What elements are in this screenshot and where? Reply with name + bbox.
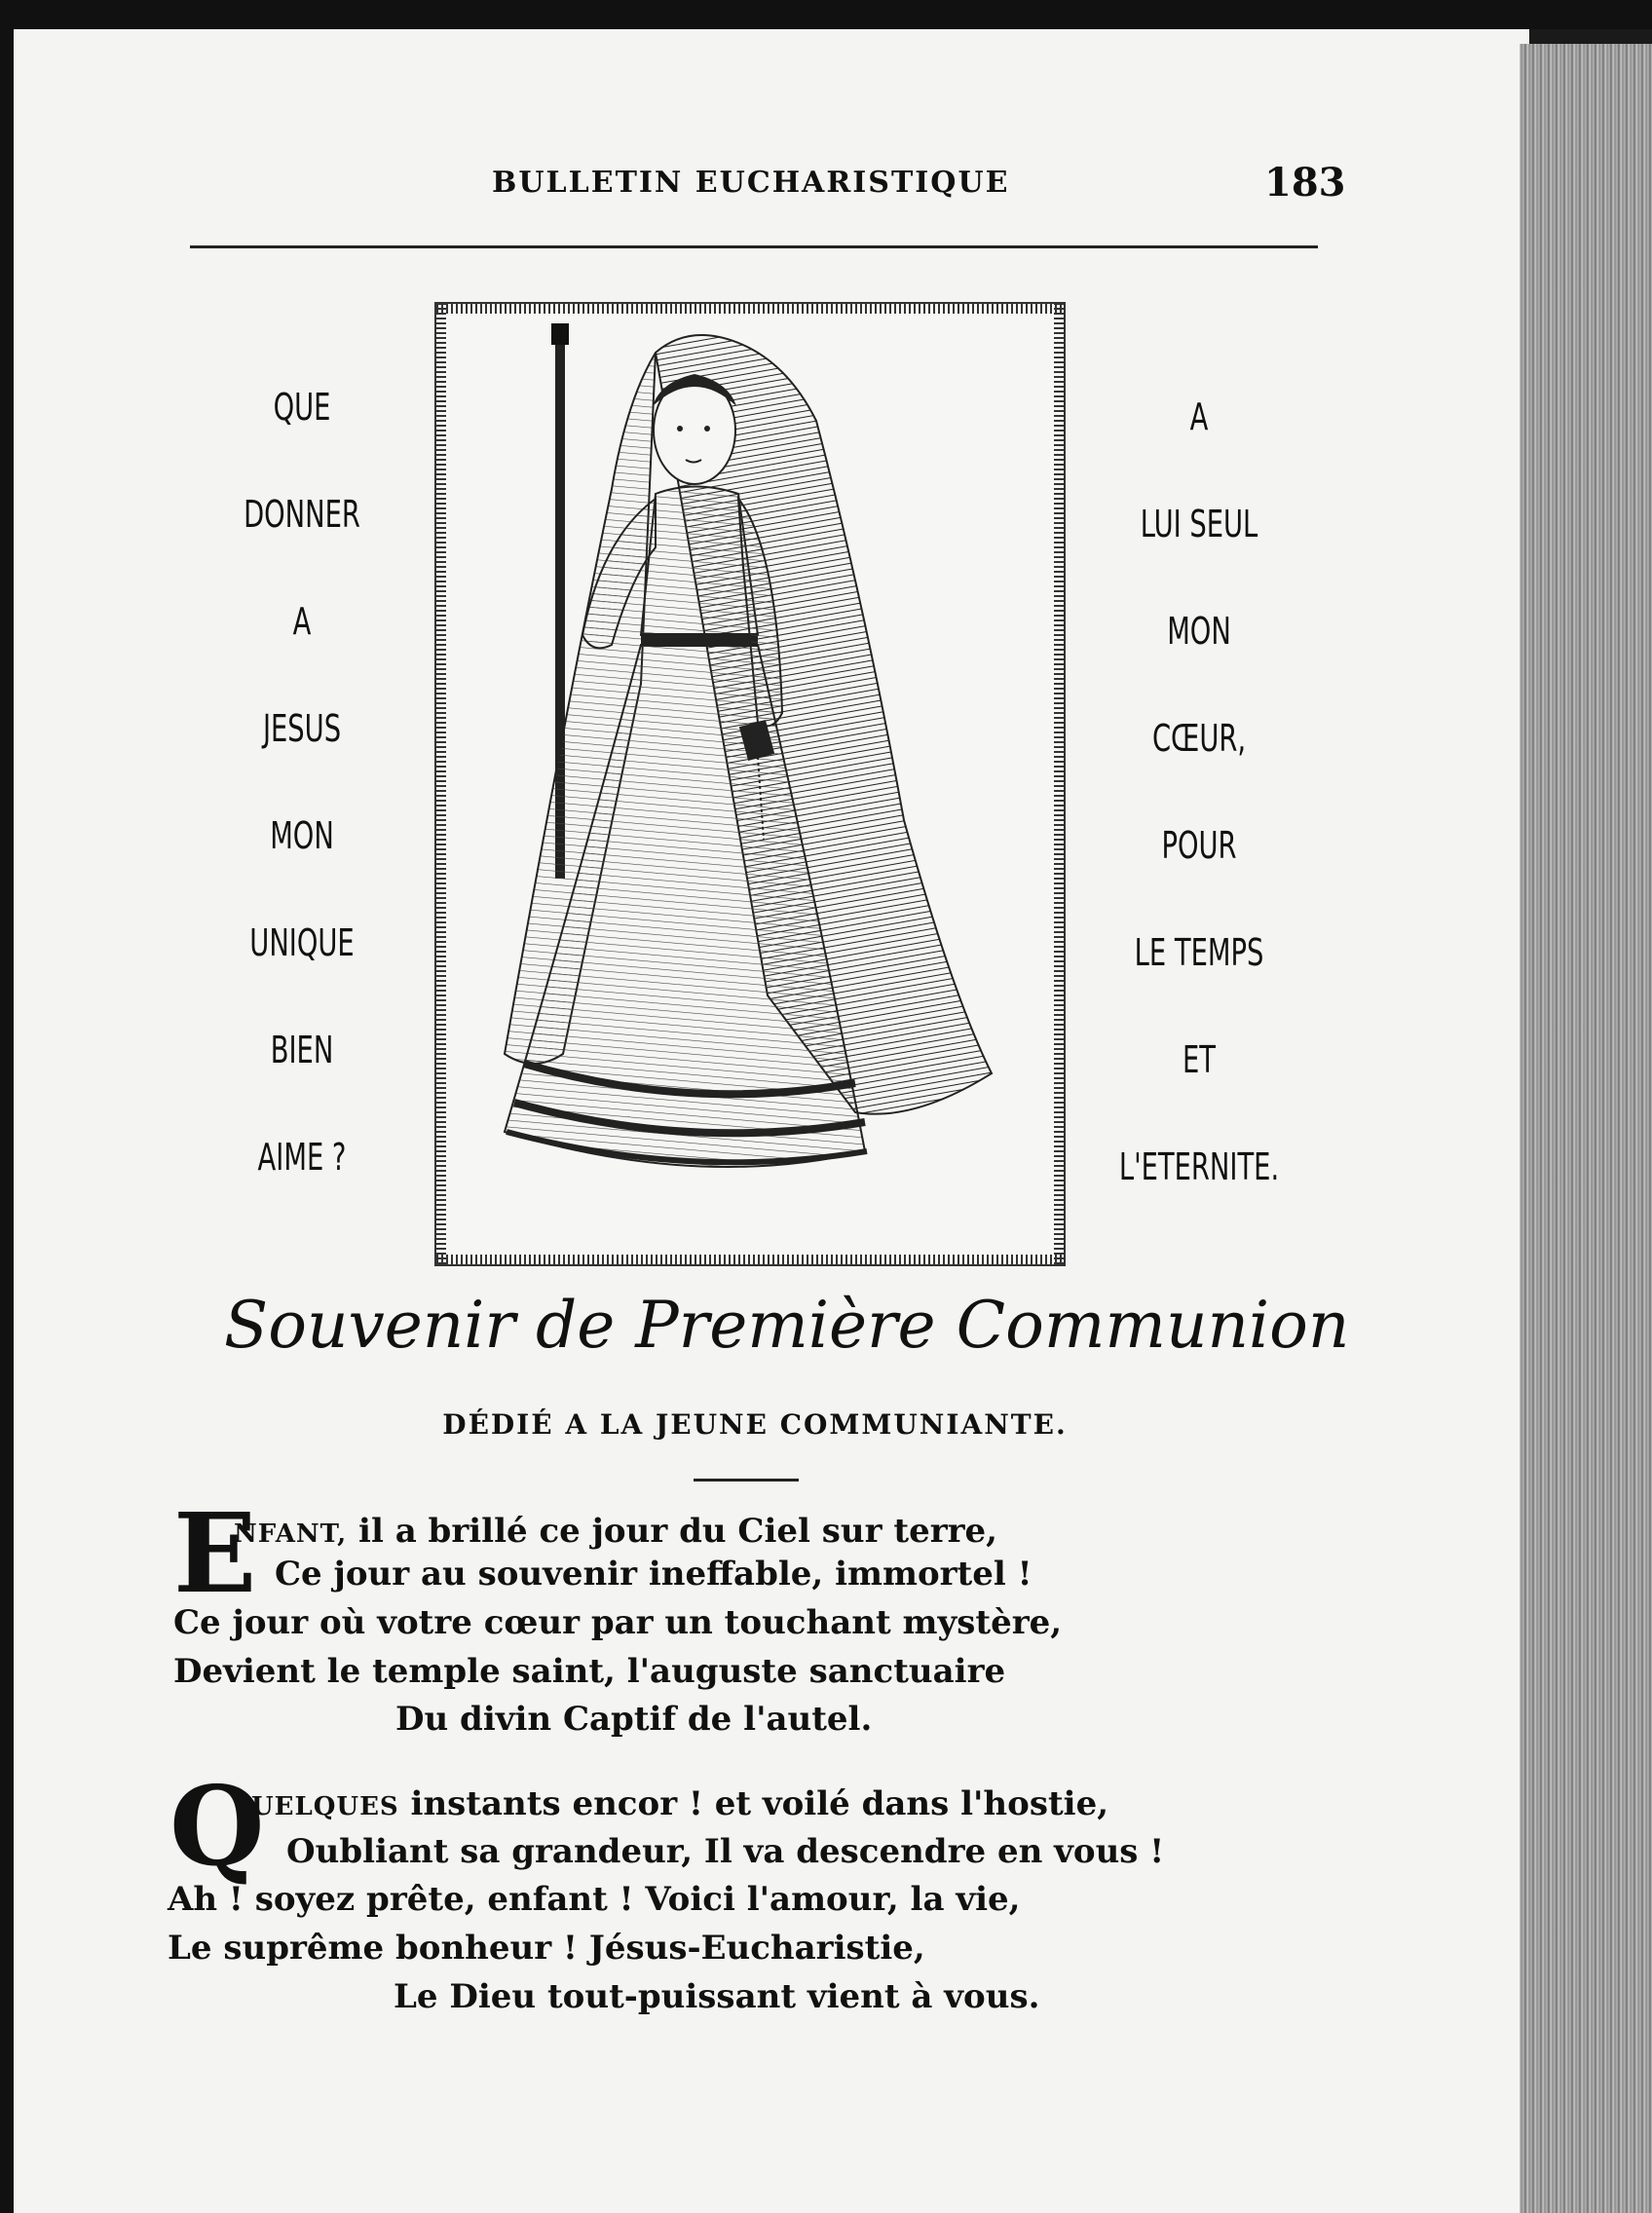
poem-title: Souvenir de Première Communion bbox=[224, 1288, 1350, 1363]
dedication: DÉDIÉ A LA JEUNE COMMUNIANTE. bbox=[442, 1408, 1068, 1441]
left-word: A bbox=[292, 600, 312, 643]
dropcap: Q bbox=[169, 1763, 265, 1891]
left-word-column bbox=[218, 388, 387, 1245]
poem-line: Devient le temple saint, l'auguste sanctuaire bbox=[173, 1652, 1006, 1691]
scan-top-edge bbox=[0, 0, 1652, 29]
poem-line bbox=[234, 1512, 997, 1551]
dropcap: E bbox=[173, 1490, 257, 1618]
running-title: BULLETIN EUCHARISTIQUE bbox=[492, 166, 1010, 200]
right-word: A bbox=[1189, 395, 1209, 438]
poem-line: Ce jour au souvenir ineffable, immortel ! bbox=[275, 1555, 1032, 1594]
lead-word: UELQUES bbox=[251, 1792, 399, 1821]
poem-line: Ah ! soyez prête, enfant ! Voici l'amour, la vie, bbox=[168, 1880, 1021, 1919]
left-word: BIEN bbox=[270, 1029, 334, 1071]
right-word: L'ETERNITE. bbox=[1118, 1145, 1280, 1188]
left-word: MON bbox=[270, 814, 334, 857]
poem-line: Le Dieu tout-puissant vient à vous. bbox=[394, 1977, 1040, 2016]
right-word: ET bbox=[1182, 1038, 1216, 1081]
poem-line bbox=[251, 1784, 1108, 1823]
poem-line: Le suprême bonheur ! Jésus-Eucharistie, bbox=[168, 1929, 925, 1968]
scan-spine-edge bbox=[0, 0, 14, 2213]
left-word: QUE bbox=[273, 386, 331, 429]
left-word: UNIQUE bbox=[249, 921, 355, 964]
page-number: 183 bbox=[1264, 160, 1346, 206]
right-word-column bbox=[1115, 397, 1284, 1255]
line-text: il a brillé ce jour du Ciel sur terre, bbox=[347, 1512, 998, 1551]
right-word: POUR bbox=[1161, 824, 1237, 867]
page-edges bbox=[1520, 44, 1652, 2213]
lead-word: NFANT, bbox=[234, 1519, 348, 1549]
right-word: MON bbox=[1167, 610, 1231, 653]
poem-line: Oubliant sa grandeur, Il va descendre en vous ! bbox=[286, 1832, 1165, 1871]
engraving-frame bbox=[434, 302, 1066, 1266]
line-text: instants encor ! et voilé dans l'hostie, bbox=[398, 1784, 1109, 1823]
left-word: DONNER bbox=[244, 493, 360, 536]
left-word: JESUS bbox=[262, 707, 342, 750]
title-rule bbox=[694, 1479, 799, 1482]
header-rule bbox=[190, 245, 1318, 248]
right-word: LE TEMPS bbox=[1134, 931, 1264, 974]
left-word: AIME ? bbox=[257, 1136, 347, 1179]
poem-line: Ce jour où votre cœur par un touchant mystère, bbox=[173, 1603, 1063, 1642]
right-word: LUI SEUL bbox=[1140, 503, 1258, 545]
poem-line: Du divin Captif de l'autel. bbox=[395, 1700, 873, 1739]
right-word: CŒUR, bbox=[1151, 717, 1247, 760]
communicant-girl-engraving bbox=[446, 314, 1054, 1255]
